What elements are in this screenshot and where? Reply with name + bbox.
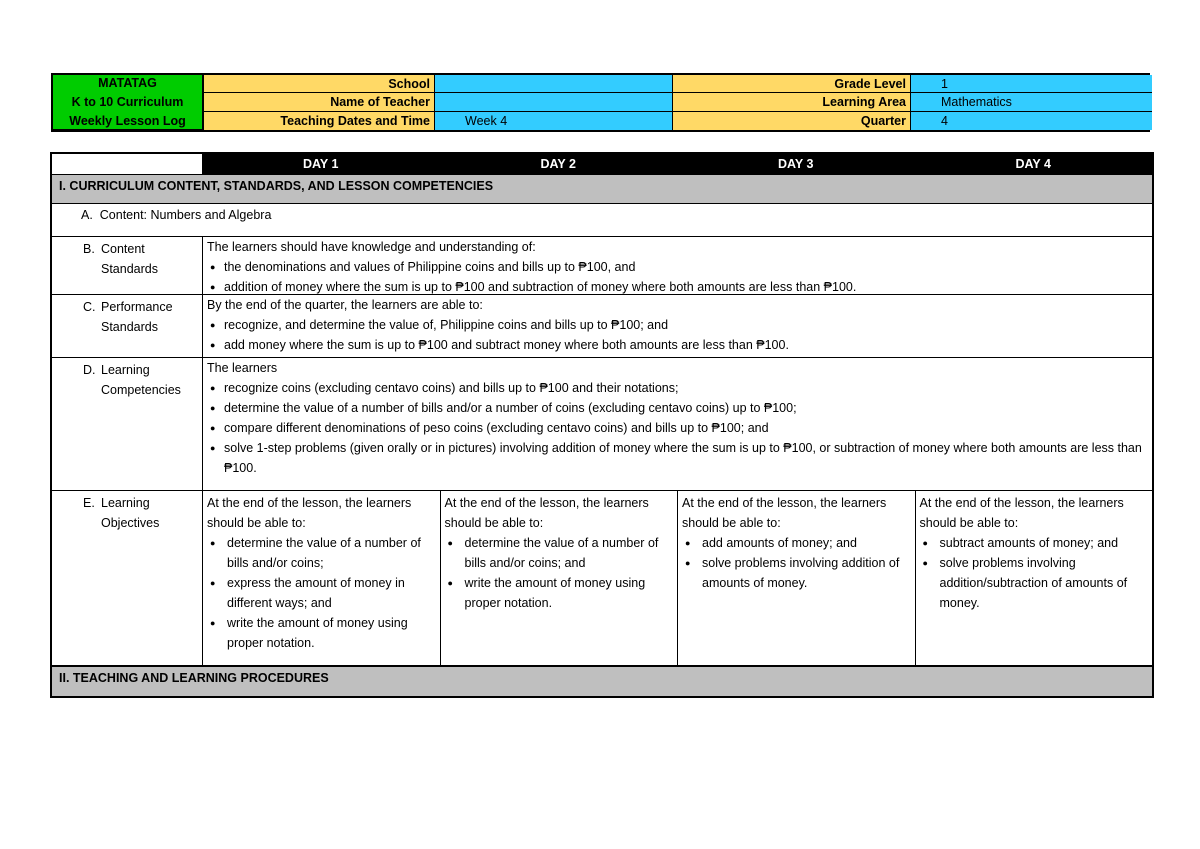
teacher-label: Name of Teacher [204, 93, 435, 111]
grade-level-label: Grade Level [673, 75, 911, 93]
content-standards-row [52, 237, 1152, 295]
row-label-line-2: Objectives [101, 516, 160, 530]
objectives-list [445, 533, 674, 613]
row-letter: B. [83, 242, 95, 256]
objectives-day-4 [916, 491, 1153, 665]
list-item: ● the denominations and values of Philippine coins and bills up to ₱100, and [207, 257, 1148, 277]
list-item: ● solve problems involving addition of amounts of money. [682, 553, 911, 593]
content-text: Content: Numbers and Algebra [99, 208, 272, 222]
competencies-intro: The learners [207, 361, 278, 375]
objectives-list [920, 533, 1149, 613]
row-label-line-2: Standards [101, 262, 158, 276]
content-row [52, 204, 1152, 237]
objectives-day-2 [441, 491, 679, 665]
list-item: ● express the amount of money in different ways; and [207, 573, 436, 613]
content-standards-label [52, 237, 203, 294]
list-item: ● determine the value of a number of bills and/or coins; [207, 533, 436, 573]
school-field[interactable] [435, 75, 673, 93]
list-item: ● recognize, and determine the value of, Philippine coins and bills up to ₱100; and [207, 315, 1148, 335]
list-item: ● write the amount of money using proper notation. [445, 573, 674, 613]
row-label-line-2: Standards [101, 320, 158, 334]
learning-area-field[interactable]: Mathematics [911, 93, 1152, 111]
performance-standards-intro: By the end of the quarter, the learners are able to: [207, 298, 483, 312]
brand-line-2: K to 10 Curriculum [71, 94, 184, 109]
list-item: ● determine the value of a number of bills and/or coins; and [445, 533, 674, 573]
performance-standards-list [207, 315, 1148, 355]
learning-area-label: Learning Area [673, 93, 911, 111]
row-label-line-1: Performance [101, 300, 173, 314]
brand-line-3: Weekly Lesson Log [69, 113, 186, 128]
list-item: ● determine the value of a number of bills and/or a number of coins (excluding centavo coins) up to ₱100; [207, 398, 1148, 418]
day-3-header: DAY 3 [677, 154, 915, 174]
teacher-field[interactable] [435, 93, 673, 111]
performance-standards-label [52, 295, 203, 357]
lesson-table [50, 152, 1154, 698]
content-letter: A. [81, 208, 93, 222]
objectives-label [52, 491, 203, 665]
list-item: ● solve problems involving addition/subtraction of amounts of money. [920, 553, 1149, 613]
competencies-row [52, 358, 1152, 491]
objectives-columns [203, 491, 1152, 665]
list-item: ● addition of money where the sum is up to ₱100 and subtraction of money where both amounts are less than ₱100. [207, 277, 1148, 297]
objectives-list [207, 533, 436, 653]
row-label-line-1: Content [101, 242, 145, 256]
list-item: ● add amounts of money; and [682, 533, 911, 553]
objectives-intro: At the end of the lesson, the learners should be able to: [444, 496, 649, 530]
school-label: School [204, 75, 435, 93]
teaching-dates-label: Teaching Dates and Time [204, 112, 435, 130]
curriculum-brand [53, 75, 204, 130]
row-label-line-1: Learning [101, 363, 150, 377]
list-item: ● write the amount of money using proper notation. [207, 613, 436, 653]
objectives-list [682, 533, 911, 593]
row-letter: C. [83, 300, 96, 314]
quarter-field[interactable]: 4 [911, 112, 1152, 130]
row-label-line-1: Learning [101, 496, 150, 510]
objectives-day-1 [203, 491, 441, 665]
performance-standards-body [203, 295, 1152, 357]
performance-standards-row [52, 295, 1152, 358]
row-label-line-2: Competencies [101, 383, 181, 397]
content-standards-list [207, 257, 1148, 297]
content-standards-intro: The learners should have knowledge and understanding of: [207, 240, 536, 254]
quarter-label: Quarter [673, 112, 911, 130]
list-item: ● subtract amounts of money; and [920, 533, 1149, 553]
day-header-row [52, 154, 1152, 174]
objectives-row [52, 491, 1152, 666]
day-2-header: DAY 2 [440, 154, 678, 174]
content-standards-body [203, 237, 1152, 294]
day-4-header: DAY 4 [915, 154, 1153, 174]
list-item: ● add money where the sum is up to ₱100 and subtract money where both amounts are less than ₱100. [207, 335, 1148, 355]
objectives-intro: At the end of the lesson, the learners should be able to: [207, 496, 412, 530]
content-cell [52, 204, 1152, 236]
day-1-header: DAY 1 [202, 154, 440, 174]
day-header-blank [52, 154, 202, 174]
grade-level-field[interactable]: 1 [911, 75, 1152, 93]
header-table [51, 73, 1150, 132]
list-item: ● recognize coins (excluding centavo coins) and bills up to ₱100 and their notations; [207, 378, 1148, 398]
brand-line-1: MATATAG [98, 75, 157, 90]
objectives-intro: At the end of the lesson, the learners should be able to: [919, 496, 1124, 530]
list-item: ● compare different denominations of peso coins (excluding centavo coins) and bills up to ₱100; and [207, 418, 1148, 438]
competencies-body [203, 358, 1152, 490]
section-curriculum-heading: I. CURRICULUM CONTENT, STANDARDS, AND LESSON COMPETENCIES [52, 174, 1152, 204]
list-item: ● solve 1-step problems (given orally or in pictures) involving addition of money where the sum is up to ₱100, or subtraction of money where both amounts are less than ₱100. [207, 438, 1148, 478]
row-letter: D. [83, 363, 96, 377]
section-procedures-heading: II. TEACHING AND LEARNING PROCEDURES [52, 666, 1152, 696]
objectives-day-3 [678, 491, 916, 665]
competencies-label [52, 358, 203, 490]
row-letter: E. [83, 496, 95, 510]
competencies-list [207, 378, 1148, 478]
teaching-dates-field[interactable]: Week 4 [435, 112, 673, 130]
objectives-intro: At the end of the lesson, the learners should be able to: [682, 496, 887, 530]
